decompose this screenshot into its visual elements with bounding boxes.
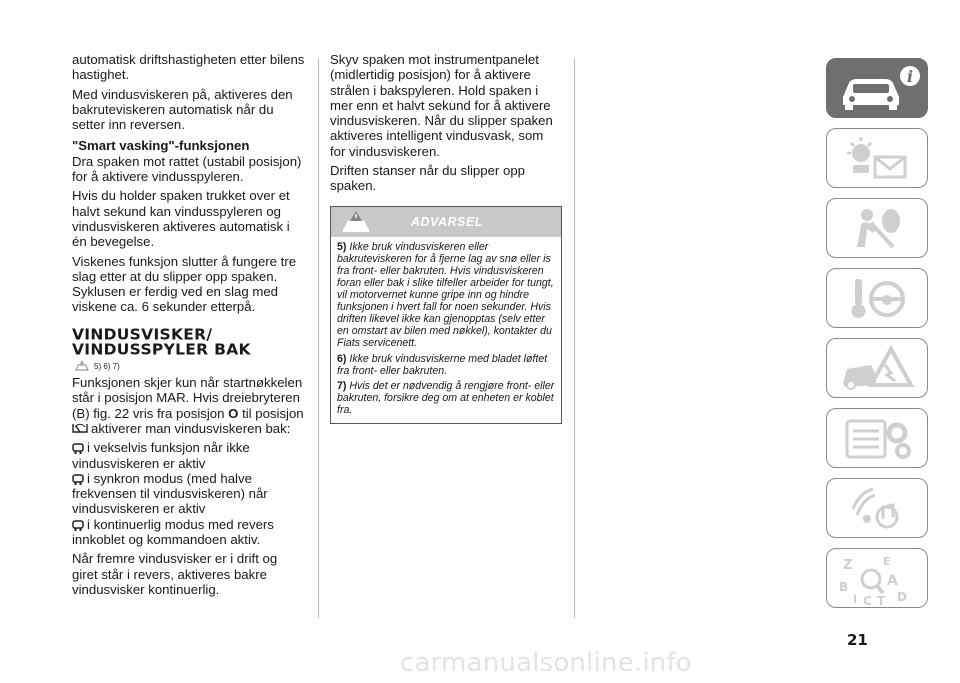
- svg-text:T: T: [877, 594, 886, 608]
- warning-item-text: Ikke bruk vindusviskerne med bladet løftet fra front- eller bakruten.: [337, 352, 548, 377]
- emergency-icon: [827, 339, 929, 399]
- starting-driving-icon: [827, 269, 929, 329]
- maintenance-icon: [827, 409, 929, 469]
- column-divider: [318, 58, 319, 618]
- warning-item: [337, 353, 555, 377]
- warning-header: [331, 207, 561, 237]
- warning-car-icon: [339, 210, 373, 234]
- chapter-tabs: [826, 58, 928, 618]
- bullet-item: [72, 517, 306, 548]
- paragraph: Når fremre vindusvisker er i drift og giret står i revers, aktiveres bakre vindusvisker kontinuerlig.: [72, 551, 278, 597]
- svg-text:E: E: [883, 555, 891, 568]
- bullet-text: i synkron modus (med halve frekvensen til vindusviskeren) når vindusviskeren er aktiv: [72, 470, 268, 517]
- svg-text:A: A: [887, 573, 898, 589]
- tab-dashboard-lights[interactable]: [826, 128, 928, 188]
- tab-multimedia[interactable]: [826, 478, 928, 538]
- warning-item: [337, 241, 555, 350]
- svg-text:C: C: [863, 594, 872, 608]
- warning-item-number: 5): [337, 240, 347, 253]
- warning-item-text: Hvis det er nødvendig å rengjøre front- eller bakruten, forsikre deg om at enheten er koblet fra.: [337, 379, 555, 416]
- warning-title: ADVARSEL: [411, 214, 483, 229]
- page-number: 21: [847, 631, 868, 649]
- paragraph: [72, 421, 306, 436]
- dashboard-lights-icon: [827, 129, 929, 189]
- svg-text:D: D: [897, 590, 907, 604]
- reference-numbers: 5) 6) 7): [94, 361, 120, 371]
- paragraph: automatisk driftshastigheten etter bilens hastighet.: [72, 52, 305, 83]
- paragraph: Skyv spaken mot instrumentpanelet (midlertidig posisjon) for å aktivere strålen i bakspyleren. Hold spaken i mer enn et halvt sekund for å aktivere vindusviskeren. Når du slipper spaken aktiveres intelligent vindusvask, som for vindusviskeren.: [330, 52, 553, 159]
- column-divider: [574, 58, 575, 618]
- paragraph: Dra spaken mot rattet (ustabil posisjon) for å aktivere vindusspyleren.: [72, 153, 302, 185]
- bullet-icon: [72, 443, 84, 454]
- warning-references: [74, 359, 306, 374]
- watermark: carmanualsonline.info: [400, 648, 692, 678]
- section-heading-rear-wiper: [72, 327, 306, 357]
- position-symbol: O: [228, 405, 239, 421]
- bullet-item: [72, 471, 306, 517]
- right-column: [330, 52, 562, 424]
- paragraph: Hvis du holder spaken trukket over et halvt sekund kan vindusspyleren og vindusviskeren aktiveres automatisk i én bevegelse.: [72, 188, 290, 250]
- paragraph-text: til posisjon: [242, 405, 304, 421]
- warning-item-number: 7): [337, 379, 347, 392]
- warning-car-icon: [74, 360, 90, 372]
- rear-wiper-icon: [72, 422, 88, 435]
- tab-index[interactable]: [826, 548, 928, 608]
- warning-item-text: Ikke bruk vindusviskeren eller bakruteviskeren for å fjerne lag av snø eller is fra front- eller bakruten. Hvis vindusviskeren foran eller bak i slike tilfeller arbeider for tungt, vil motorvernet kunne gripe inn og hindre funksjonen i hvert fall for noen sekunder. Hvis driften likevel ikke kan gjenopptas (selv etter en omstart av bilen med nøkkel), kontakter du Fiats servicenett.: [337, 240, 554, 350]
- multimedia-icon: [827, 479, 929, 539]
- bullet-icon: [72, 520, 84, 531]
- heading-line: VINDUSVISKER/: [72, 325, 213, 343]
- svg-text:B: B: [839, 580, 849, 594]
- car-info-icon: [827, 59, 929, 119]
- bullet-text: i vekselvis funksjon når ikke vindusviskeren er aktiv: [72, 440, 250, 471]
- section-heading-smart-wash: "Smart vasking"-funksjonen: [72, 138, 250, 154]
- index-icon: [827, 549, 929, 609]
- paragraph: [72, 375, 306, 421]
- bullet-item: [72, 440, 306, 471]
- warning-item-number: 6): [337, 352, 347, 365]
- paragraph-text: Funksjonen skjer kun når startnøkkelen står i posisjon MAR. Hvis dreiebryteren (B) fig. 22 vris fra posisjon: [72, 375, 303, 421]
- paragraph: Med vindusviskeren på, aktiveres den bakruteviskeren automatisk når du setter inn reversen.: [72, 86, 293, 133]
- tab-emergency[interactable]: [826, 338, 928, 398]
- paragraph: Viskenes funksjon slutter å fungere tre slag etter at du slipper opp spaken. Syklusen er ferdig ved en slag med viskene ca. 6 sekunder etterpå.: [72, 253, 297, 315]
- tab-safety[interactable]: [826, 198, 928, 258]
- svg-text:i: i: [906, 67, 914, 86]
- tab-maintenance[interactable]: [826, 408, 928, 468]
- heading-line: VINDUSSPYLER BAK: [72, 341, 251, 359]
- tab-starting-driving[interactable]: [826, 268, 928, 328]
- paragraph-text: aktiverer man vindusviskeren bak:: [91, 420, 291, 436]
- warning-box: [330, 206, 562, 424]
- left-column: [72, 52, 306, 601]
- svg-text:I: I: [853, 593, 858, 606]
- bullet-icon: [72, 474, 84, 485]
- paragraph: Driften stanser når du slipper opp spaken.: [330, 163, 525, 194]
- warning-body: [331, 237, 561, 423]
- warning-item: [337, 380, 555, 416]
- bullet-text: i kontinuerlig modus med revers innkoblet og kommandoen aktiv.: [72, 516, 274, 548]
- tab-car-info[interactable]: [826, 58, 928, 118]
- safety-airbag-icon: [827, 199, 929, 259]
- svg-text:Z: Z: [843, 558, 853, 573]
